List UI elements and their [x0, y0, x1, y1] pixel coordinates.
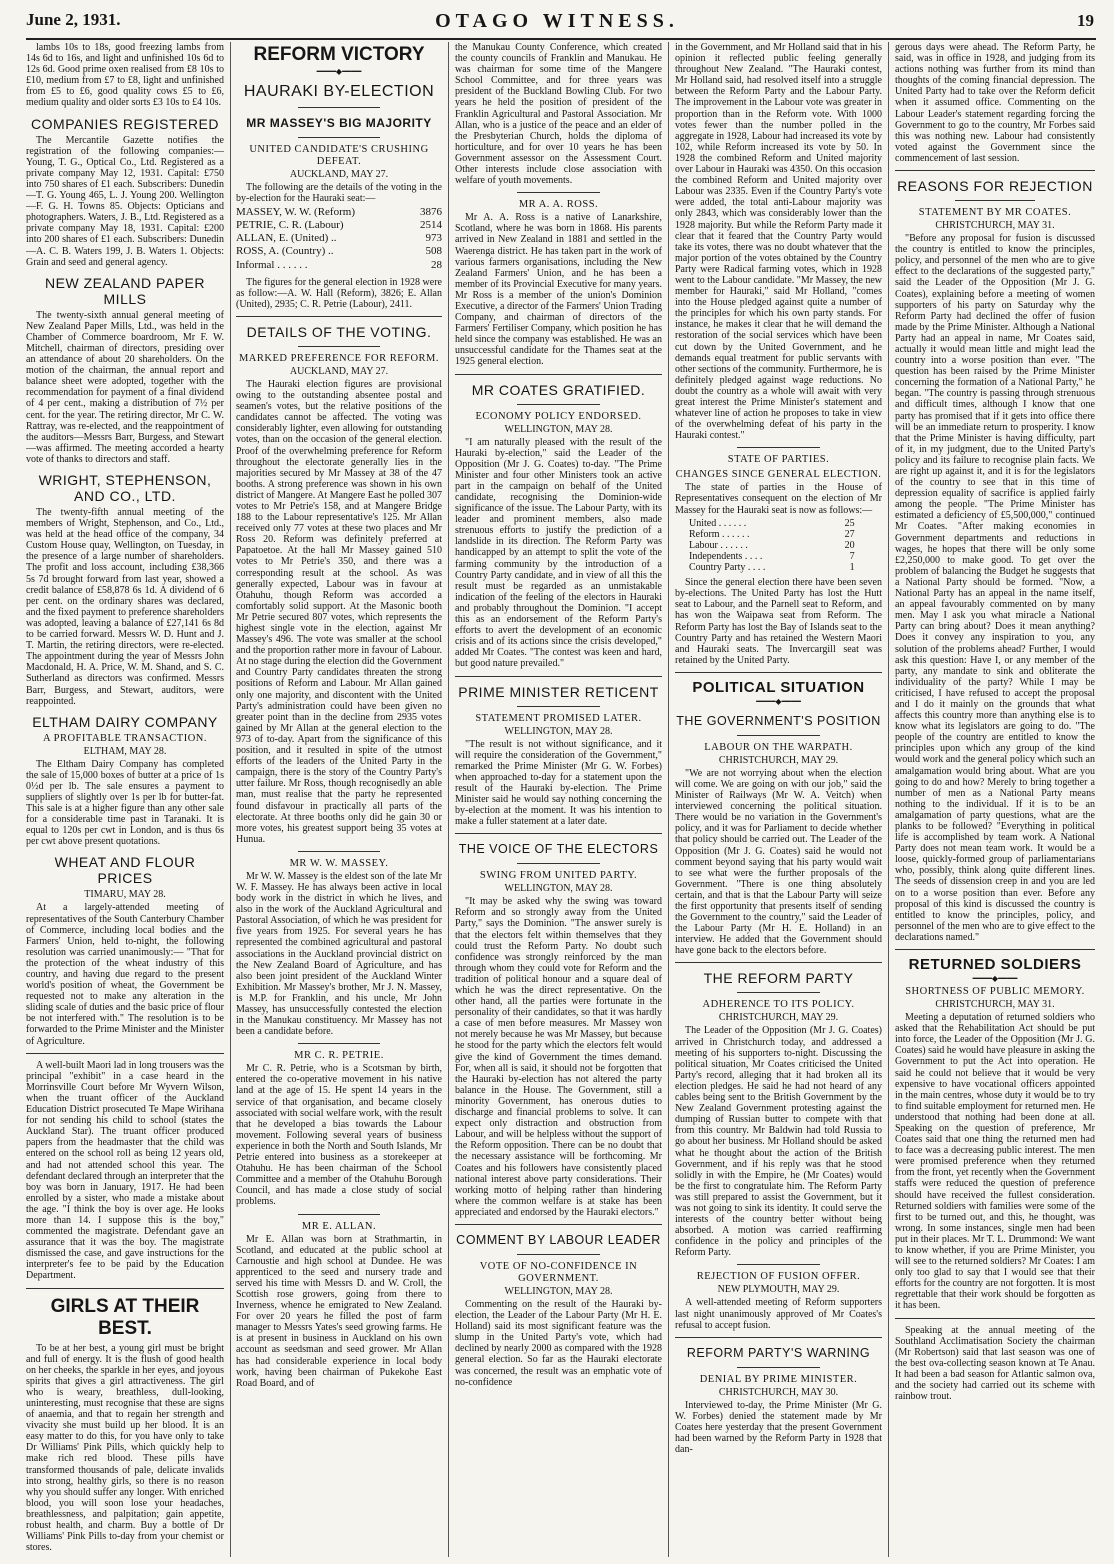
article-subheading: DENIAL BY PRIME MINISTER. — [699, 1373, 858, 1385]
article-text: The figures for the general election in 1928 were as follow:—A. W. Hall (Reform), 3826; E. Allan (United), 2935; C. R. Petrie (Labour), 2411. — [236, 276, 442, 310]
column-3 — [455, 42, 662, 1557]
article-text: Mr W. W. Massey is the eldest son of the late Mr W. F. Massey. He has always been active in local body work in the district in which he lives, and also in the work of the Auckland Agricultural and Pastoral Association, of which he was president for five years from 1925. For several years he has represented the combined agricultural and pastoral associations in the Auckland provincial district on the New Zealand Board of Agriculture, and has also been joint president of the Auckland Winter Exhibition. Mr Massey's brother, Mr J. N. Massey, is M.P. for Franklin, and his uncle, Mr John Massey, has unsuccessfully contested the election in the Manukau constituency. Mr Massey has not been a candidate before. — [236, 870, 442, 1038]
divider — [455, 374, 662, 375]
dateline: WELLINGTON, MAY 28. — [504, 423, 613, 435]
dateline: ELTHAM, MAY 28. — [83, 745, 167, 757]
article-subheading: SHORTNESS OF PUBLIC MEMORY. — [905, 986, 1085, 998]
article-heading: MR MASSEY'S BIG MAJORITY — [246, 116, 432, 130]
article-text: Mr C. R. Petrie, who is a Scotsman by birth, entered the co-operative movement in his native land at the age of 15. He spent 14 years in the service of that organisation, and became closely associated with social welfare work, with the result that he developed a bias towards the Labour movement. Following several years of business experience in both the North and South Islands, Mr Petrie entered into business as a storekeeper at Otahuhu. He has been chairman of the School Committee and a member of the Otahuhu Borough Council, and has made a close study of social problems. — [236, 1063, 442, 1208]
article-text: Interviewed to-day, the Prime Minister (Mr G. W. Forbes) denied the statement made by Mr Coates here yesterday that the present Government had been warned by the Reform Party in 1928 that dan- — [675, 1399, 882, 1456]
article-text: gerous days were ahead. The Reform Party, he said, was in office in 1928, and judging from its actions nothing was further from its mind than thoughts of the coming financial depression. The United Party had to take over the Reform deficit when it assumed office. Commenting on the Labour Leader's statement regarding forcing the Government to go to the country, Mr Forbes said this was nothing new. Labour had consistently voted against the Government since the commencement of last session. — [895, 42, 1095, 164]
candidate-name: ROSS, A. (Country) .. — [236, 245, 334, 258]
article-text: "We are not worrying about when the election will come. We are going on with our job," said the Minister of Railways (Mr W. A. Veitch) when interviewed concerning the political situation. There would be no variation in the Government's policy, and it was for Parliament to decide whether that policy should be carried out. The Leader of the Opposition (Mr J. G. Coates) said he would not comment beyond saying that his party would wait to see what were the further proposals of the Government. "There is one thing absolutely certain, and that is that the Labour Party will seize the first opportunity that presents itself of sending the Government to the country," said the Leader of the Labour Party (Mr H. E. Holland) in an interview. He added that the Government should have gone back to the electors before. — [675, 767, 882, 957]
article-subheading: STATE OF PARTIES. — [727, 454, 830, 466]
article-text: The Mercantile Gazette notifies the registration of the following companies:— Young, T. G., Optical Co., Ltd. Registered as a private company May 12, 1931. Capital: £750 into 750 shares of £1 each. Subscribers: Dunedin—T. G. Young 465, L. J. Young 200. Wellington—F. G. H. Towns 85. Objects: Opticians and photographers. Waters, J. B., Ltd. Registered as a private company May 18, 1931. Capital: £200 into 200 shares of £1 each. Subscribers: Dunedin—A. C. B. Waters 199, J. B. Waters 1. Objects: Grain and seed and general agency. — [26, 134, 224, 268]
poll-row — [236, 260, 442, 273]
divider — [675, 672, 882, 673]
dateline: CHRISTCHURCH, MAY 30. — [718, 1386, 839, 1398]
article-text: The Hauraki election figures are provisional owing to the outstanding absentee postal and seamen's votes, but the relative positions of the candidates cannot be affected. The voting was considerably lighter, even allowing for outstanding votes, than on the occasion of the general election. Proof of the overwhelming preference for Reform throughout the electorate generally lies in the majorities secured by Mr Massey at 38 of the 47 booths. A strong preference was shown in his own district of Mangere. At Mangere East he polled 307 votes to Mr Petrie's 158, and at Mangere Bridge 188 to the Labour representative's 125. Mr Allan received only 77 votes at these two places and Mr Ross 20. Reform was definitely preferred at Papatoetoe. At the hall Mr Massey gained 510 votes to Mr Petrie's 350, and there was a corresponding result at the school. As was generally expected, Labour was in favour at Otahuhu, though Reform was accorded a comfortably solid support. At the Masonic booth Mr Petrie secured 807 votes, which represents the highest single vote in the election, against Mr Massey's 496. The vote was smaller at the school and the proportion rather more in favour of Labour. At no stage during the election did the Government and Country Party candidates threaten the strong positions of Reform and Labour. Mr Allan gained only one majority, and discontent with the United Party's administration could have been given no greater point than in the decline from 2935 votes gained by Mr Allan at the general election to the 973 of to-day. Apart from the significance of this position, and it resulted in spite of the utmost efforts of the leaders of the United Party in the campaign, there is the story of the Country Party's utter failure. Mr Ross, though recognisedly an able man, must realise that the party he represented found disfavour in practically all parts of the electorate. At three booths only did he gain 30 or more votes, his greatest support being 35 votes at Hunua. — [236, 378, 442, 845]
article-text: Mr E. Allan was born at Strathmartin, in Scotland, and educated at the public school at Carnoustie and high school at Dundee. He was apprenticed to the seed and nursery trade and served his time with Messrs D. and W. Croll, the Scottish rose growers, going from there to Inverness, whence he emigrated to New Zealand. For over 20 years he filled the post of farm manager to Messrs Yates's seed growing farms. He is at present in business in Auckland on his own account as seedsman and seed grower. Mr Allan has had considerable experience in local body work, having been chairman of Pukekohe East Road Board, and of — [236, 1233, 442, 1389]
article-heading: PRIME MINISTER RETICENT — [458, 683, 659, 700]
divider — [737, 447, 820, 448]
article-text: in the Government, and Mr Holland said that in his opinion it reflected public feeling generally throughout New Zealand. "The Hauraki contest, Mr Holland said, had resolved itself into a struggle between the Reform Party and the Labour Party. The improvement in the Labour vote was greater in proportion than in the Reform vote. With 1000 votes fewer than the number polled in the aggregate in 1928, Labour had increased its vote by 102, while Reform increased its vote by 50. In 1928 the combined Reform and United majority over Labour in Hauraki was 4350. On this occasion the combined Reform and United majority over Labour was 2335. Even if the Country Party's vote were added, the total anti-Labour majority was only 2843, which was considerably lower than the 1928 majority. But while the Reform Party made it clear that it feared that the Country Party would take its votes, there was no doubt whatever that the major portion of the votes obtained by the Country Party were Radical farming votes, which in 1928 went to the Labour candidate. "Mr Massey, the new member for Hauraki," said Mr Holland, "comes into the House pledged against quite a number of the principles for which his own party stands. For instance, he makes it clear that he will demand the restoration of the social services which have been cut down by the United Government, and he demands equal treatment for public servants with other sections of the community. Furthermore, he is definitely pledged against wage reductions. No doubt the country as a whole will await with very great interest the Prime Minister's statement and whatever line of action he proposes to take in view of the overwhelming defeat of his party in the Hauraki contest." — [675, 42, 882, 442]
issue-date: June 2, 1931. — [26, 10, 121, 29]
article-text: Mr A. A. Ross is a native of Lanarkshire, Scotland, where he was born in 1868. His parents arrived in New Zealand in 1881 and settled in the Waerenga district. He has taken part in the work of various farmers organisations, including the New Zealand Farmers' Union, and he has been a member of its Provincial Executive for many years. Mr Ross is a member of the union's Dominion Executive, a director of the Farmers' Union Trading Company, and chairman of directors of the Farmers' Fertiliser Company, which position he has held since the company was established. He was an unsuccessful candidate for the Thames seat at the 1925 general election. — [455, 212, 662, 368]
party-row — [689, 529, 855, 540]
divider — [517, 192, 600, 193]
divider — [737, 1367, 820, 1368]
article-subheading: LABOUR ON THE WARPATH. — [704, 741, 853, 753]
article-heading: THE GOVERNMENT'S POSITION — [676, 713, 881, 728]
party-name: Country Party . . . . — [689, 562, 766, 574]
party-row — [689, 518, 855, 529]
divider — [895, 949, 1095, 950]
article-text: "Before any proposal for fusion is discussed the country is entitled to know the principles, policy, and personnel of the men who are to give effect to the declarations of the suggested party," said the Leader of the Opposition (Mr J. G. Coates), explaining before a meeting of women supporters of his party on Saturday why the Reform Party had declined the offer of fusion made by the Prime Minister. Although a National Party had an appeal in name, Mr Coates said, actually it would mean little and might lead the country into a worse position than ever. "The question has been raised by the Prime Minister concerning the formation of a National Party," he began. "The country is passing through strenuous and difficult times, although I know that one party has promised that if it gets into office there will be an immediate return to prosperity. I know that the Prime Minister is having difficulty, part of it, in my judgment, due to the United Party's policy and its failure to recognise plain facts. We are right up against it, and it is for the legislators of the country to see that in this time of depression equality of sacrifice is applied fairly among the people. "The Prime Minister has estimated a deficiency of £5,500,000," continued Mr Coates. "After making economies in Government departments and reductions in wages, he hopes that there will be only some £2,250,000 to make good. To get over the problem of balancing the Budget he suggests that a National Party should be formed. "Now, a National Party has an appeal in the name itself, an appeal favourably commented on by many men. May I ask you what miracle a National Party can bring about? Does it mean anything? Does it convey any inspiration to you, any solution of the problems ahead? Further, I would ask this question: Have I, or any member of the party, any mandate to sink and obliterate the individuality of the party? While I may be criticised, I have refused to accept the proposal and I do it mainly on the grounds that what affects this country more than anything else is to know what its legislators are going to do. "The people of the country are entitled to know the principles upon which any group of the kind would work and the general policy which such an amalgamation would bring about. What are you going to do and how? Merely to bring together a number of men as a National Party means nothing to the individual. If it is to be an amalgamation of party questions, what are the planks to be followed? "Everything in political life is accomplished by team work. A National Party does not mean team work. It would be a loose, quickly-formed group of parliamentarians who, possibly, think along quite different lines. The seeds of dissension creep in and you are led on to a worse position than ever. Before any proposal of this kind is discussed the country is entitled to know the principles, policy, and personnel of the men who are to give effect to the declarations named." — [895, 233, 1095, 943]
party-name: United . . . . . . — [689, 517, 747, 529]
divider — [26, 1053, 224, 1054]
candidate-name: PETRIE, C. R. (Labour) — [236, 219, 344, 232]
party-row — [689, 562, 855, 573]
article-heading: THE VOICE OF THE ELECTORS — [458, 842, 659, 857]
party-row — [689, 551, 855, 562]
article-text: A well-built Maori lad in long trousers was the principal "exhibit" in a case heard in the Morrinsville Court before Mr Wyvern Wilson, when the truant officer of the Auckland Education District prosecuted Te Mape Wirihana for not sending his child to school (states the Auckland Star). The truant officer produced papers from the headmaster that the child was entered on the school roll as being 12 years old, and had not attended school this year. The defendant declared through an interpreter that the boy was born in January, 1917. He had been enrolled by a sister, who made a mistake about the age. "I think the boy is over age. He looks more than 14. I suppose this is the boy," commented the magistrate. Defendant gave an assurance that it was the boy. The magistrate dismissed the case, and gave instructions for the interpreter's fee to be paid by the Education Department. — [26, 1059, 224, 1282]
divider — [455, 833, 662, 834]
dateline: AUCKLAND, MAY 27. — [289, 365, 389, 377]
divider — [298, 346, 380, 347]
vote-count: 2514 — [420, 219, 442, 232]
advert-heading: GIRLS AT THEIR BEST. — [50, 1295, 200, 1339]
party-name: Reform . . . . . . — [689, 528, 750, 540]
article-subheading: VOTE OF NO-CONFIDENCE IN GOVERNMENT. — [479, 1260, 638, 1284]
article-text: Speaking at the annual meeting of the Southland Acclimatisation Society the chairman (Mr Robertson) said that last season was one of the best ova-collecting season known at Te Anau. It had been a bad season for Atlantic salmon ova, and the society had carried out its scheme with rainbow trout. — [895, 1324, 1095, 1403]
seat-count: 27 — [844, 528, 855, 540]
article-text: Meeting a deputation of returned soldiers who asked that the Rehabilitation Act should be put into force, the Leader of the Opposition (Mr J. G. Coates) said he would have pleasure in asking the Government to put the Act into operation. He said he could not believe that it would be very expensive to have vocational officers appointed in the main centres, whose duty it would be to try to find suitable employment for returned men. He understood that nothing had been done at all. Speaking on the question of preference, Mr Coates said that one thing the returned men had to face was a decreasing public interest. The men were promised preference when they returned from the front, yet recently when the Government staffs were reduced the question of preference should have received the fullest consideration. Returned soldiers with families were some of the first to be turned out, and this, he thought, was wrong. In some instances, single men had been put in their places. Mr T. L. Drummond: We want to know whether, if you are Prime Minister, you will see to the returned soldiers? Mr Coates: I am only too glad to say that I would see that their efforts for the country are not forgotten. It is most regrettable that their work should be forgotten as it has been. — [895, 1012, 1095, 1312]
dateline: CHRISTCHURCH, MAY 29. — [718, 754, 839, 766]
article-heading: MR COATES GRATIFIED. — [471, 381, 646, 398]
page-number: 19 — [1077, 11, 1094, 30]
article-text: the Manukau County Conference, which created the county councils of Franklin and Manukau. He was chairman for some time of the Mangere School Committee, and for three years was president of the Buckland Bowling Club. For two years he held the position of president of the Franklin Agricultural and Pastoral Association. Mr Allan, who is a justice of the peace and an elder of the Presbyterian Church, holds the diploma of horticulture, and for over 10 years he has been Government assessor on the Assessment Court. Other interests include close association with welfare of youth movements. — [455, 42, 662, 187]
candidate-name: Informal . . . . . . — [236, 258, 308, 271]
article-text: "The result is not without significance, and it will require the consideration of the Government," remarked the Prime Minister (Mr G. W. Forbes) when approached to-day for a statement upon the result of the Hauraki by-election. The Prime Minister said he would say nothing concerning the by-election at the moment. It was his intention to make a fuller statement at a later date. — [455, 738, 662, 828]
section-headline: POLITICAL SITUATION — [692, 678, 865, 696]
divider — [737, 735, 820, 736]
article-subheading: A PROFITABLE TRANSACTION. — [42, 732, 208, 744]
article-text: The state of parties in the House of Representatives consequent on the election of Mr Massey for the Hauraki seat is now as follows:— — [675, 482, 882, 516]
article-heading: COMMENT BY LABOUR LEADER — [456, 1232, 661, 1247]
ornament-icon: ━━━━◆━━━━ — [972, 974, 1018, 984]
column-2 — [236, 42, 442, 1557]
vote-count: 3876 — [420, 206, 442, 219]
article-text: The twenty-sixth annual general meeting of New Zealand Paper Mills, Ltd., was held in the Chamber of Commerce boardroom, Mr F. W. Mitchell, chairman of directors, presiding over an attendance of about 20 shareholders. On the motion of the chairman, the annual report and balance sheet were adopted, together with the recommendation for payment of a final dividend of 4 per cent., making a distribution of 7½ per cent. for the year. The retiring director, Mr C. W. Rattray, was re-elected, and the reappointment of the auditors—Messrs Barr, Burgess, and Stewart—was affirmed. The meeting accorded a hearty vote of thanks to directors and staff. — [26, 309, 224, 465]
poll-results-table — [236, 207, 442, 272]
lead-headline: REFORM VICTORY — [253, 44, 425, 65]
seat-count: 25 — [844, 517, 855, 529]
article-subheading: MARKED PREFERENCE FOR REFORM. — [238, 352, 440, 364]
article-text: A well-attended meeting of Reform supporters last night unanimously approved of Mr Coates's refusal to accept fusion. — [675, 1297, 882, 1331]
divider — [517, 863, 600, 864]
article-heading: THE REFORM PARTY — [703, 970, 854, 987]
party-name: Labour . . . . . . — [689, 539, 748, 551]
article-subheading: UNITED CANDIDATE'S CRUSHING DEFEAT. — [249, 144, 429, 167]
divider — [236, 316, 442, 317]
candidate-name: MASSEY, W. W. (Reform) — [236, 206, 355, 219]
article-text: The twenty-fifth annual meeting of the members of Wright, Stephenson, and Co., Ltd., was held at the head office of the company, 34 Custom House quay, Wellington, on Tuesday, in the presence of a large number of shareholders. The profit and loss account, including £38,366 5s 7d brought forward from last year, showed a credit balance of £58,878 6s 1d. A dividend of 6 per cent. on the ordinary shares was declared, and the fixed payment to preference shareholders was adopted, leaving a balance of £27,141 6s 8d to be carried forward. Messrs W. D. Hunt and J. T. Martin, the retiring directors, were re-elected. The appointment during the year of Messrs John Macdonald, H. A. Price, W. M. Shand, and S. C. Sutherland as directors was confirmed. Messrs Barr, Burgess, and Stewart, auditors, were reappointed. — [26, 507, 224, 707]
dateline: NEW PLYMOUTH, MAY 29. — [717, 1284, 840, 1296]
article-subheading: STATEMENT BY MR COATES. — [918, 207, 1072, 219]
state-of-parties-table — [689, 518, 855, 573]
article-heading: DETAILS OF THE VOTING. — [246, 323, 432, 340]
divider — [298, 1214, 380, 1215]
column-4 — [675, 42, 882, 1557]
article-text: Commenting on the result of the Hauraki by-election, the Leader of the Labour Party (Mr H. E. Holland) said its most significant feature was the slump in the United Party's vote, which had declined by nearly 2000 as compared with the 1928 general election. So far as the Hauraki electorate was concerned, the result was an emphatic vote of no-confidence — [455, 1298, 662, 1388]
article-heading: HAURAKI BY-ELECTION — [243, 83, 435, 100]
dateline: WELLINGTON, MAY 28. — [504, 883, 613, 895]
section-headline: RETURNED SOLDIERS — [908, 956, 1082, 974]
divider — [517, 1254, 600, 1255]
article-subheading: ECONOMY POLICY ENDORSED. — [475, 410, 642, 422]
masthead — [0, 0, 1114, 36]
poll-row — [236, 246, 442, 259]
article-heading: WHEAT AND FLOUR PRICES — [54, 854, 196, 887]
article-text: "It may be asked why the swing was toward Reform and so strongly away from the United Party," says the Dominion. "The answer surely is that the electors felt within themselves that they could trust the Reform Party. No doubt such confidence was strongly reinforced by the man through whom they could vote for Reform and the tradition of political honour and a square deal of which he was the direct representative. On the other hand, all the parties were fortunate in the personality of their candidates, so that it was hardly a case of men before measures. Mr Massey won not merely because he was Mr Massey, but because he stood for the party which the electors felt would give the kind of Government the times demand. For, when all is said, it should not be forgotten that the Hauraki by-election has not altered the party balance in the House. The Government, still a minority Government, has onerous duties to discharge and financial problems to solve. It can expect only distraction and obstruction from Labour, and will be helpless without the support of the Reform opposition. There can be no doubt that the necessary assistance will be forthcoming. Mr Coates and his followers have consistently placed national interest above party considerations. Their working motto of helping rather than hindering where the common welfare is at stake has been appreciated and endorsed by the Hauraki electors." — [455, 896, 662, 1218]
newspaper-title: OTAGO WITNESS. — [435, 10, 679, 32]
column-5 — [895, 42, 1095, 1557]
vote-count: 508 — [425, 245, 442, 258]
dateline: WELLINGTON, MAY 28. — [504, 1285, 613, 1297]
party-row — [689, 540, 855, 551]
dateline: CHRISTCHURCH, MAY 31. — [935, 220, 1055, 232]
divider — [298, 851, 380, 852]
article-text: The following are the details of the voting in the by-election for the Hauraki seat:— — [236, 182, 442, 205]
dateline: WELLINGTON, MAY 28. — [504, 725, 613, 737]
advert-text: To be at her best, a young girl must be bright and full of energy. It is the flush of good health on her cheeks, the sparkle in her eyes, and joyous spirits that gives a girl attractiveness. The girl who is weary, breathless, dull-looking, uninteresting, must recognise that these are signs of anaemia, and that to regain her strength and vivacity she must build up her blood. It is an easy matter to do this, for you have only to take Dr Williams' Pink Pills, which quickly help to make rich red blood. These pills have transformed thousands of pale, delicate invalids into strong, healthy girls, so there is no reason why you should suffer any longer. With enriched blood, you will soon lose your headaches, breathlessness, and palpitation; gain appetite, robust health, and charm. Buy a bottle of Dr Williams' Pink Pills to-day from your chemist or stores. — [26, 1342, 224, 1554]
dateline: CHRISTCHURCH, MAY 31. — [935, 999, 1055, 1011]
divider — [675, 962, 882, 963]
article-heading: WRIGHT, STEPHENSON, AND CO., LTD. — [38, 472, 212, 504]
article-text: The Eltham Dairy Company has completed the sale of 15,000 boxes of butter at a price of 1s 0½d per lb. The sale ensures a payment to suppliers of slightly over 1s per lb for butter-fat. This sale is at a higher figure than any other sale for a considerable time past in Taranaki. It is equal to 120s per cwt in London, and is thus 6s per cwt above present quotations. — [26, 758, 224, 848]
divider — [737, 992, 820, 993]
article-text: At a largely-attended meeting of representatives of the South Canterbury Chamber of Commerce, including local bodies and the Farmers' Union, held to-night, the following resolution was carried unanimously:— "That for the protection of the wheat industry of this country, and having due regard to the present world's position of wheat, the Government be requested not to make any alteration in the sliding scale of duties and the basic price of flour be not interfered with." The resolution is to be forwarded to the Prime Minister and the Minister of Agriculture. — [26, 902, 224, 1047]
masthead-rule — [26, 38, 1096, 40]
divider — [737, 1264, 820, 1265]
article-heading: NEW ZEALAND PAPER MILLS — [45, 274, 205, 307]
dateline: AUCKLAND, MAY 27. — [289, 169, 389, 180]
divider — [895, 170, 1095, 171]
divider — [298, 1043, 380, 1044]
column-rule — [448, 42, 449, 1557]
divider — [517, 404, 600, 405]
ornament-icon: ━━━━◆━━━━ — [316, 67, 362, 76]
article-text: lambs 10s to 18s, good freezing lambs from 14s 6d to 16s, and light and unfinished 10s 6d to 12s 6d. Good prime oxen realised from £8 10s to £10, medium from £7 to £8, light and unfinished from £5 to £6, good quality cows £5 to £6, medium quality and older sorts £3 10s to £4 10s. — [26, 42, 224, 109]
divider — [455, 1224, 662, 1225]
article-heading: COMPANIES REGISTERED — [31, 115, 219, 132]
article-text: "I am naturally pleased with the result of the Hauraki by-election," said the Leader of the Opposition (Mr J. G. Coates) to-day. "The Prime Minister and four other Ministers took an active part in the campaign on behalf of the United candidate, recognising the Dominion-wide significance of the issue. The Labour Party, with its leader and prominent members, also made strenuous efforts to justify the prediction of a landslide in its direction. The Reform Party was handicapped by an attempt to split the vote of the farming community by the introduction of a Country Party candidate, and in view of all this the result must be regarded as an unmistakable indication of the feeling of the electors in Hauraki and probably throughout the Dominion. "I accept this as an endorsement of the Reform Party's efforts to avert the development of an economic crisis and of its actions since the crisis developed," added Mr Coates. "The contest was keen and hard, but good nature prevailed." — [455, 436, 662, 670]
article-subheading: CHANGES SINCE GENERAL ELECTION. — [675, 469, 882, 481]
party-name: Independents . . . . — [689, 550, 763, 562]
article-text: Since the general election there have been seven by-elections. The United Party has lost the Hutt seat to Labour, and the Parnell seat to Reform, and has won the Waipawa seat from Reform. The Reform Party has lost the Bay of Islands seat to the Country Party and has retained the Western Maori and Hauraki seats. The Invercargill seat was retained by the United Party. — [675, 577, 882, 666]
article-subheading: REJECTION OF FUSION OFFER. — [696, 1271, 861, 1283]
vote-count: 973 — [425, 232, 442, 245]
divider — [895, 1318, 1095, 1319]
divider — [675, 1337, 882, 1338]
divider — [298, 107, 380, 108]
column-rule — [668, 42, 669, 1557]
article-subheading: SWING FROM UNITED PARTY. — [479, 870, 638, 882]
dateline: TIMARU, MAY 28. — [84, 889, 166, 901]
article-subheading: MR W. W. MASSEY. — [289, 857, 389, 869]
article-subheading: MR C. R. PETRIE. — [294, 1050, 384, 1062]
candidate-name: ALLAN, E. (United) .. — [236, 232, 337, 245]
article-subheading: MR E. ALLAN. — [301, 1220, 377, 1232]
divider — [26, 1288, 224, 1289]
article-heading: REFORM PARTY'S WARNING — [686, 1345, 871, 1360]
article-heading: REASONS FOR REJECTION — [897, 178, 1093, 195]
divider — [517, 706, 600, 707]
article-text: The Leader of the Opposition (Mr J. G. Coates) arrived in Christchurch today, and addressed a meeting of his supporters to-night. Discussing the political situation, Mr Coates criticised the United Party's record, alleging that it had broken all its election pledges. He said he had not heard of any cables being sent to the British Government by the New Zealand Government protesting against the dumping of Russian butter to compete with that from this country. Mr Baldwin had told Russia to go about her business. Mr Holland should be asked what he thought about the action of the British Government, and if his reply was that he stood solidly in with the Empire, he (Mr Coates) would be the first to congratulate him. The Reform Party was still prepared to assist the Government, but it was not going to sink its identity. It could serve the interests of the country better without being absorbed. A motion was carried reaffirming confidence in the policy and principles of the Reform Party. — [675, 1025, 882, 1259]
seat-count: 7 — [849, 550, 855, 562]
divider — [298, 137, 380, 138]
ornament-icon: ━━━━◆━━━━ — [756, 696, 801, 706]
divider — [455, 676, 662, 677]
seat-count: 20 — [844, 539, 855, 551]
article-subheading: MR A. A. ROSS. — [518, 199, 599, 211]
dateline: CHRISTCHURCH, MAY 29. — [718, 1012, 839, 1024]
vote-count: 28 — [431, 258, 442, 271]
article-subheading: ADHERENCE TO ITS POLICY. — [702, 999, 855, 1011]
article-subheading: STATEMENT PROMISED LATER. — [475, 712, 642, 724]
seat-count: 1 — [849, 562, 855, 574]
divider — [955, 200, 1035, 201]
column-rule — [888, 42, 889, 1557]
column-1 — [26, 42, 224, 1557]
article-heading: ELTHAM DAIRY COMPANY — [32, 713, 218, 730]
column-rule — [230, 42, 231, 1557]
